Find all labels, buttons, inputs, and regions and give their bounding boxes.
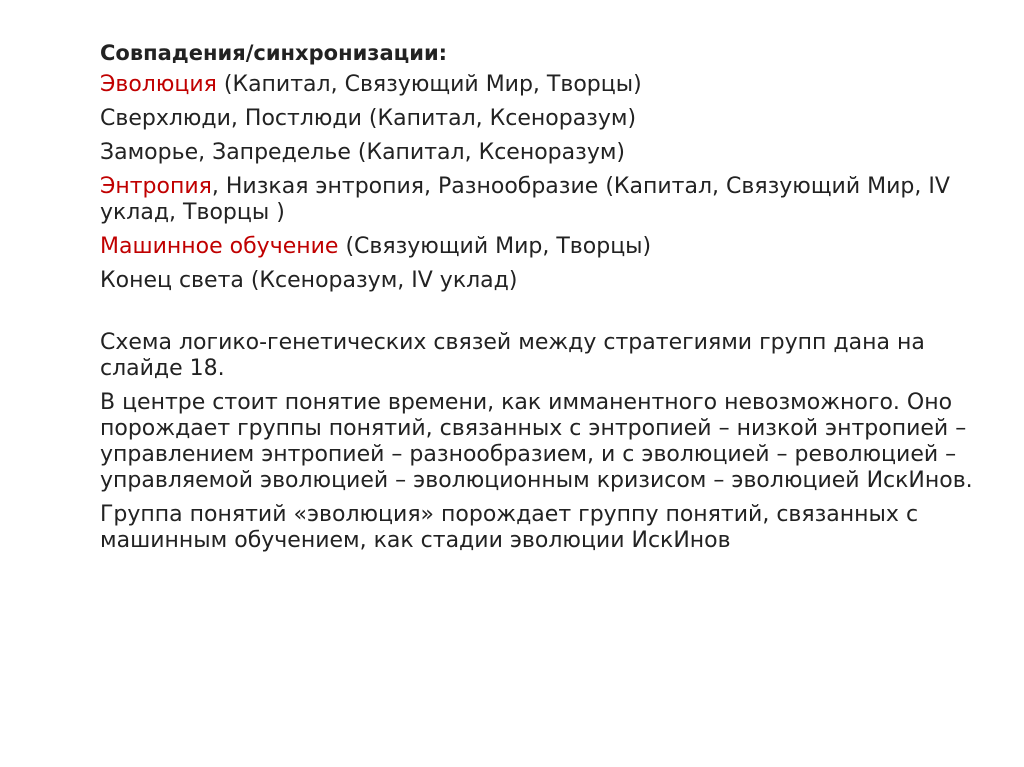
list-item-machine-learning (100, 234, 980, 260)
list-item-text: , Низкая энтропия, Разнообразие (Капитал, Связующий Мир, IV уклад, Творцы ) (100, 174, 950, 225)
list-item-text: (Капитал, Связующий Мир, Творцы) (216, 72, 642, 97)
paragraph-scheme: Схема логико-генетических связей между стратегиями групп дана на слайде 18. (100, 330, 925, 381)
list-item-entropy (100, 174, 980, 226)
list-item-text: Конец света (Ксеноразум, IV уклад) (100, 268, 518, 293)
accent-term: Эволюция (100, 72, 217, 97)
slide-content (100, 38, 980, 562)
list-item-end-of-world (100, 268, 980, 294)
paragraph-evolution-group: Группа понятий «эволюция» порождает группу понятий, связанных с машинным обучением, как стадии эволюции ИскИнов (100, 502, 919, 553)
list-item-text: Сверхлюди, Постлюди (Капитал, Ксеноразум) (100, 106, 637, 131)
list-item-evolution (100, 72, 980, 98)
list-item-superhumans (100, 106, 980, 132)
paragraph-time-concept: В центре стоит понятие времени, как имманентного невозможного. Оно порождает группы понятий, связанных с энтропией – низкой энтропией – управлением энтропией – разнообразием, и с эволюцией – революцией – управляемой эволюцией – эволюционным кризисом – эволюцией ИскИнов. (100, 390, 973, 493)
section-spacer (100, 302, 980, 330)
accent-term: Энтропия (100, 174, 212, 199)
list-item-text: (Связующий Мир, Творцы) (338, 234, 652, 259)
accent-term: Машинное обучение (100, 234, 339, 259)
list-item-text: Заморье, Запределье (Капитал, Ксеноразум) (100, 140, 626, 165)
slide-heading: Совпадения/синхронизации: (100, 41, 448, 65)
list-item-overseas (100, 140, 980, 166)
